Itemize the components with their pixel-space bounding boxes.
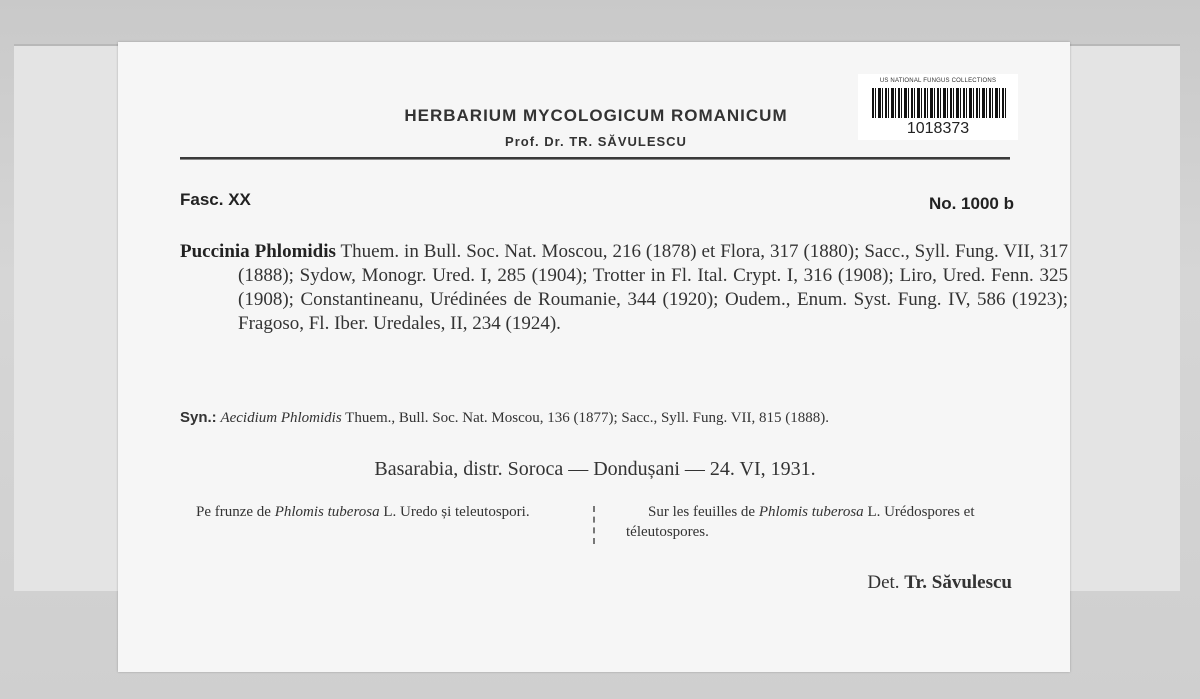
synonym-citation: Thuem., Bull. Soc. Nat. Moscou, 136 (1877); Sacc., Syll. Fung. VII, 815 (1888).: [345, 410, 830, 426]
synonym-entry: [180, 408, 1040, 428]
taxon-entry: [180, 240, 1068, 336]
specimen-number: No. 1000 b: [928, 194, 1014, 213]
fascicle: Fasc. XX: [180, 190, 251, 209]
column-divider: [593, 506, 595, 544]
taxon-name: Puccinia Phlomidis: [180, 241, 336, 262]
host-french-suffix: L. Urédospores et téleutospores.: [626, 504, 975, 540]
barcode-number: 1018373: [906, 120, 970, 137]
determiner-name: Tr. Săvulescu: [904, 572, 1012, 593]
herbarium-subtitle: Prof. Dr. TR. SĂVULESCU: [505, 134, 687, 149]
specimen-label: [118, 42, 1070, 672]
barcode-institution: US NATIONAL FUNGUS COLLECTIONS: [879, 78, 997, 84]
barcode-label: [858, 74, 1018, 140]
synonym-name: Aecidium Phlomidis: [220, 410, 342, 426]
herbarium-title: HERBARIUM MYCOLOGICUM ROMANICUM: [404, 106, 788, 125]
header-rule: [180, 157, 1010, 160]
host-romanian-prefix: Pe frunze de: [196, 504, 271, 520]
determiner-prefix: Det.: [867, 572, 900, 593]
host-french: [626, 502, 1010, 542]
host-romanian-species: Phlomis tuberosa: [274, 504, 380, 520]
barcode-icon: [872, 88, 1006, 118]
host-french-species: Phlomis tuberosa: [758, 504, 864, 520]
host-french-prefix: Sur les feuilles de: [648, 504, 756, 520]
locality: Basarabia, distr. Soroca — Dondușani — 24. VI, 1931.: [374, 458, 816, 480]
synonym-label: Syn.:: [180, 409, 217, 426]
taxon-citation: Thuem. in Bull. Soc. Nat. Moscou, 216 (1878) et Flora, 317 (1880); Sacc., Syll. Fung. VII, 317 (1888); Sydow, Monogr. Ured. I, 285 (1904); Trotter in Fl. Ital. Crypt. I, 316 (1908); Liro, Ured. Fenn. 325 (1908); Constantineanu, Urédinées de Roumanie, 344 (1920); Oudem., Enum. Syst. Fung. IV, 586 (1923); Fragoso, Fl. Iber. Uredales, II, 234 (1924).: [238, 241, 1068, 334]
determiner: [867, 572, 1012, 594]
host-romanian-suffix: L. Uredo și teleutospori.: [383, 504, 530, 520]
host-romanian: [174, 502, 564, 522]
